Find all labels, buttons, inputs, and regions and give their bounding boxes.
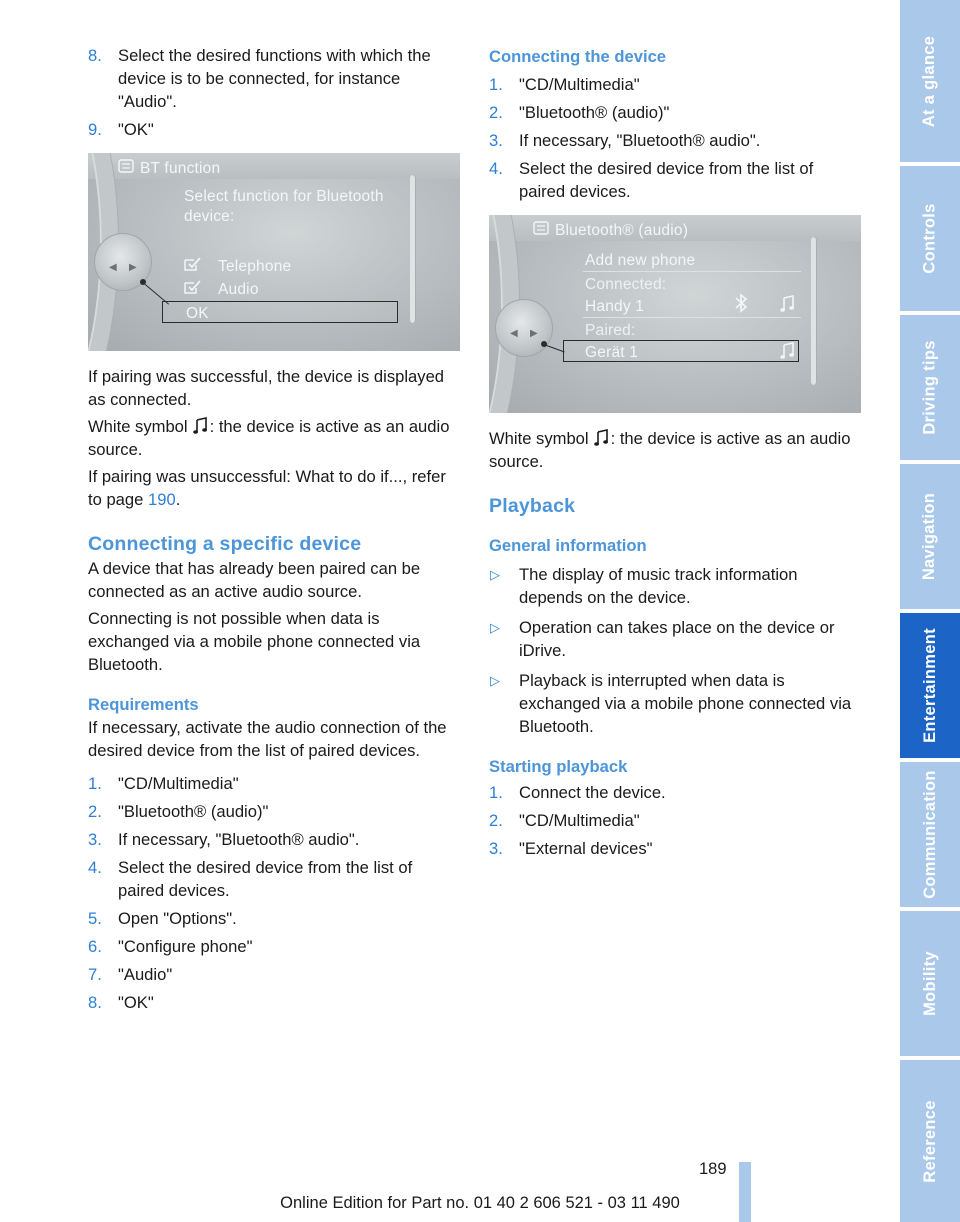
heading-general-information: General information: [489, 536, 647, 555]
list-item: [88, 828, 460, 851]
steps-a-list: [88, 44, 460, 141]
step-text: If necessary, "Bluetooth® audio".: [118, 830, 360, 849]
tab-label: Reference: [920, 1099, 939, 1183]
step-number: 8.: [88, 993, 102, 1012]
list-item: [489, 669, 861, 738]
triangle-bullet-icon: ▷: [490, 620, 500, 635]
heading-playback: Playback: [489, 495, 576, 517]
checkbox-icon: [184, 257, 202, 271]
scroll-track: [811, 237, 817, 385]
list-item: [88, 772, 460, 795]
chevron-left-icon: ◀: [510, 328, 518, 339]
list-item: [88, 991, 460, 1014]
list-item: [489, 837, 861, 860]
step-number: 2.: [88, 802, 102, 821]
steps-d-list: [489, 781, 861, 860]
option-audio: Audio: [218, 281, 259, 298]
step-text: "CD/Multimedia": [519, 811, 640, 830]
add-new-phone-option: Add new phone: [585, 252, 696, 269]
tab-communication[interactable]: [900, 762, 960, 907]
step-text: If necessary, "Bluetooth® audio".: [519, 131, 761, 150]
step-number: 3.: [489, 839, 503, 858]
tab-label: Driving tips: [920, 340, 939, 435]
para-specific-1: A device that has already been paired can be connected as an active audio source.: [88, 559, 421, 601]
divider: [583, 317, 801, 318]
list-item: [88, 935, 460, 958]
steps-c-list: [489, 73, 861, 203]
step-text: Connect the device.: [519, 783, 666, 802]
paired-device: Gerät 1: [585, 344, 639, 361]
list-item: [88, 963, 460, 986]
step-text: Select the desired device from the list of paired devices.: [519, 159, 814, 201]
tab-entertainment[interactable]: [900, 613, 960, 758]
tab-driving-tips[interactable]: [900, 315, 960, 460]
leader-line: [142, 282, 169, 305]
heading-requirements: Requirements: [88, 695, 199, 714]
list-item: [88, 44, 460, 113]
step-text: Select the desired functions with which the device is to be connected, for instance "Audio".: [118, 46, 431, 111]
step-text: "External devices": [519, 839, 653, 858]
step-number: 1.: [88, 774, 102, 793]
tab-at-a-glance[interactable]: [900, 0, 960, 162]
screen-prompt-line2: device:: [184, 208, 235, 225]
bullet-text: Playback is interrupted when data is exchanged via a mobile phone connected via Bluetooth.: [519, 671, 852, 736]
paired-label: Paired:: [585, 322, 636, 339]
tab-label: Navigation: [920, 492, 939, 581]
menu-icon: [533, 221, 549, 235]
page-number: 189: [699, 1160, 727, 1178]
chevron-right-icon: ▶: [530, 328, 538, 339]
white-symbol-desc: : the device is active as an audio source.: [88, 417, 450, 459]
screen-title: BT function: [140, 160, 221, 177]
tab-controls[interactable]: [900, 166, 960, 311]
right-column: [489, 46, 861, 865]
music-note-icon: [193, 417, 207, 435]
chevron-right-icon: ▶: [129, 262, 137, 273]
tab-mobility[interactable]: [900, 911, 960, 1056]
chevron-left-icon: ◀: [109, 262, 117, 273]
list-item: [489, 809, 861, 832]
para-white-symbol: [88, 415, 460, 461]
white-symbol-text: White symbol: [489, 429, 589, 448]
white-symbol-text: White symbol: [88, 417, 188, 436]
step-text: "Audio": [118, 965, 173, 984]
para-white-symbol: [489, 427, 861, 473]
step-text: "Configure phone": [118, 937, 253, 956]
list-item: [489, 157, 861, 203]
ok-option: OK: [186, 305, 209, 322]
step-text: "Bluetooth® (audio)": [519, 103, 670, 122]
screen-prompt-line1: Select function for Bluetooth: [184, 188, 384, 205]
tab-label: Entertainment: [920, 628, 939, 743]
step-number: 7.: [88, 965, 102, 984]
step-text: "CD/Multimedia": [118, 774, 239, 793]
footer-text: Online Edition for Part no. 01 40 2 606 521 - 03 11 490: [280, 1194, 680, 1212]
step-text: "OK": [118, 993, 154, 1012]
step-number: 3.: [88, 830, 102, 849]
step-text: "OK": [118, 120, 154, 139]
left-column: [88, 44, 460, 1019]
tab-label: Mobility: [920, 951, 939, 1016]
para-success: If pairing was successful, the device is displayed as connected.: [88, 367, 445, 409]
menu-icon: [118, 159, 134, 173]
tab-label: Communication: [920, 770, 939, 899]
music-note-icon: [779, 342, 795, 360]
steps-b-list: [88, 772, 460, 1014]
step-text: Select the desired device from the list of paired devices.: [118, 858, 413, 900]
bt-function-screenshot: [88, 153, 460, 351]
connected-device: Handy 1: [585, 298, 645, 315]
list-item: [88, 118, 460, 141]
bluetooth-icon: [733, 293, 751, 313]
para-specific-2: Connecting is not possible when data is exchanged via a mobile phone connected via Bluetooth.: [88, 609, 421, 674]
list-item: [489, 129, 861, 152]
step-number: 4.: [489, 159, 503, 178]
page-link[interactable]: 190: [148, 490, 176, 509]
step-number: 2.: [489, 103, 503, 122]
list-item: [88, 856, 460, 902]
step-text: Open "Options".: [118, 909, 237, 928]
triangle-bullet-icon: ▷: [490, 567, 500, 582]
chapter-tabs: [900, 0, 960, 1222]
para-fail-text: If pairing was unsuccessful: What to do if..., refer to page: [88, 467, 446, 509]
list-item: [489, 73, 861, 96]
step-number: 1.: [489, 783, 503, 802]
list-item: [88, 907, 460, 930]
list-item: [489, 563, 861, 609]
divider: [583, 271, 801, 272]
step-number: 8.: [88, 46, 102, 65]
leader-line: [544, 344, 565, 352]
list-item: [489, 101, 861, 124]
tab-label: At a glance: [920, 35, 939, 127]
tab-navigation[interactable]: [900, 464, 960, 609]
step-number: 9.: [88, 120, 102, 139]
bullet-text: The display of music track information depends on the device.: [519, 565, 798, 607]
option-telephone: Telephone: [218, 258, 292, 275]
checkbox-icon: [184, 280, 202, 294]
step-number: 5.: [88, 909, 102, 928]
list-item: [489, 781, 861, 804]
scroll-track: [410, 175, 416, 323]
bluetooth-audio-screenshot: [489, 215, 861, 413]
step-number: 1.: [489, 75, 503, 94]
step-number: 3.: [489, 131, 503, 150]
list-item: [489, 616, 861, 662]
step-number: 2.: [489, 811, 503, 830]
general-bullets: [489, 563, 861, 738]
para-requirements: If necessary, activate the audio connection of the desired device from the list of paired devices.: [88, 718, 447, 760]
page-marker: [739, 1162, 751, 1222]
tab-label: Controls: [920, 203, 939, 274]
heading-starting-playback: Starting playback: [489, 757, 628, 776]
heading-connecting-device: Connecting the device: [489, 47, 667, 66]
heading-connecting-specific: Connecting a specific device: [88, 533, 362, 555]
para-fail-end: .: [175, 490, 181, 509]
step-text: "Bluetooth® (audio)": [118, 802, 269, 821]
triangle-bullet-icon: ▷: [490, 673, 500, 688]
white-symbol-desc: : the device is active as an audio source.: [489, 429, 851, 471]
step-number: 4.: [88, 858, 102, 877]
connected-label: Connected:: [585, 276, 667, 293]
step-text: "CD/Multimedia": [519, 75, 640, 94]
controller-knob: [495, 299, 553, 357]
bullet-text: Operation can takes place on the device or iDrive.: [519, 618, 835, 660]
screen-title: Bluetooth® (audio): [555, 222, 689, 239]
step-number: 6.: [88, 937, 102, 956]
music-note-icon: [779, 295, 795, 313]
para-fail: [88, 465, 460, 511]
music-note-icon: [594, 429, 608, 447]
list-item: [88, 800, 460, 823]
